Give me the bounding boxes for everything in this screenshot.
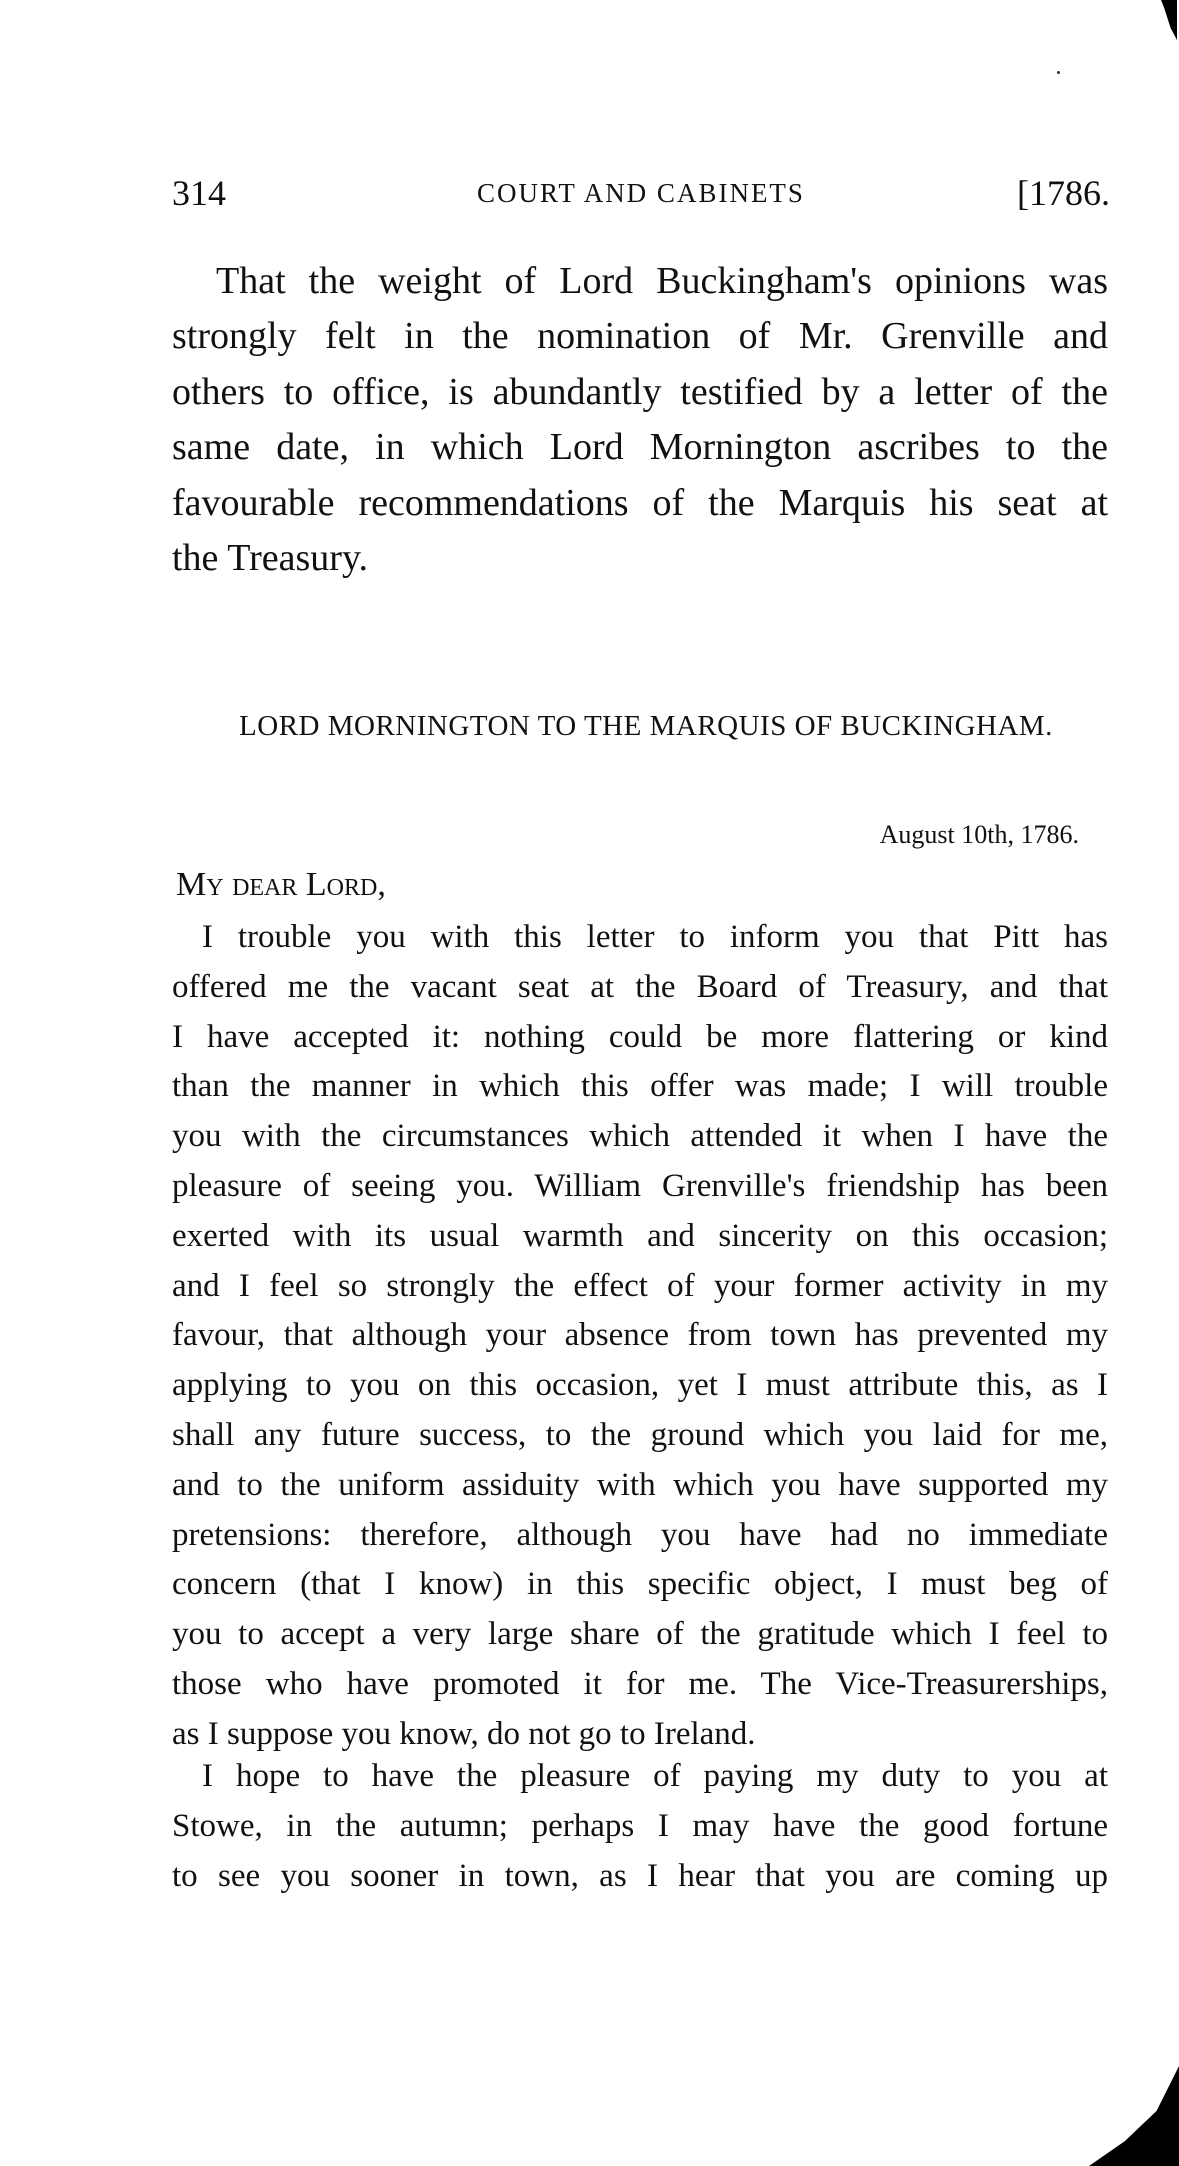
text-line: shall any future success, to the ground which you laid for me, xyxy=(172,1416,1108,1453)
text-line: concern (that I know) in this specific object, I must beg of xyxy=(172,1566,1108,1603)
running-title: COURT AND CABINETS xyxy=(477,178,805,208)
text-line: to see you sooner in town, as I hear that you are coming up xyxy=(172,1857,1108,1894)
running-head xyxy=(172,172,1110,216)
salutation: My dear Lord, xyxy=(176,866,386,903)
scan-edge-mark xyxy=(1089,2066,1179,2166)
scan-edge-mark xyxy=(1161,0,1177,40)
letter-date: August 10th, 1786. xyxy=(879,820,1079,849)
text-line: as I suppose you know, do not go to Ireland. xyxy=(172,1715,756,1752)
text-line: others to office, is abundantly testified by a letter of the xyxy=(172,370,1108,413)
text-line: than the manner in which this offer was made; I will trouble xyxy=(172,1068,1108,1105)
letter-paragraph-2 xyxy=(172,1752,1108,1901)
text-line: favourable recommendations of the Marquis his seat at xyxy=(172,481,1108,524)
letter-heading: LORD MORNINGTON TO THE MARQUIS OF BUCKINGHAM. xyxy=(239,710,1053,742)
intro-paragraph xyxy=(172,254,1108,586)
text-line: pretensions: therefore, although you have had no immediate xyxy=(172,1516,1108,1553)
running-year: [1786. xyxy=(1017,173,1110,213)
text-line: I hope to have the pleasure of paying my duty to you at xyxy=(202,1758,1108,1794)
text-line: I have accepted it: nothing could be more flattering or kind xyxy=(172,1018,1108,1055)
text-line: the Treasury. xyxy=(172,537,368,580)
text-line: strongly felt in the nomination of Mr. Grenville and xyxy=(172,315,1108,358)
text-line: you with the circumstances which attended it when I have the xyxy=(172,1118,1108,1155)
text-line: and I feel so strongly the effect of your former activity in my xyxy=(172,1267,1108,1304)
text-line: exerted with its usual warmth and sincerity on this occasion; xyxy=(172,1217,1108,1254)
text-line: same date, in which Lord Mornington ascribes to the xyxy=(172,426,1108,469)
text-line: That the weight of Lord Buckingham's opinions was xyxy=(216,260,1108,302)
text-line: Stowe, in the autumn; perhaps I may have the good fortune xyxy=(172,1807,1108,1844)
text-line: those who have promoted it for me. The Vice-Treasurerships, xyxy=(172,1665,1108,1702)
text-line: and to the uniform assiduity with which you have supported my xyxy=(172,1466,1108,1503)
text-line: favour, that although your absence from town has prevented my xyxy=(172,1317,1108,1354)
text-line: you to accept a very large share of the gratitude which I feel to xyxy=(172,1616,1108,1653)
text-line: pleasure of seeing you. William Grenville's friendship has been xyxy=(172,1167,1108,1204)
letter-paragraph-1 xyxy=(172,913,1108,1760)
text-line: I trouble you with this letter to inform you that Pitt has xyxy=(202,919,1108,955)
page-number: 314 xyxy=(172,173,226,213)
text-line: offered me the vacant seat at the Board of Treasury, and that xyxy=(172,968,1108,1005)
text-line: applying to you on this occasion, yet I must attribute this, as I xyxy=(172,1367,1108,1404)
scan-speck xyxy=(1057,71,1060,74)
